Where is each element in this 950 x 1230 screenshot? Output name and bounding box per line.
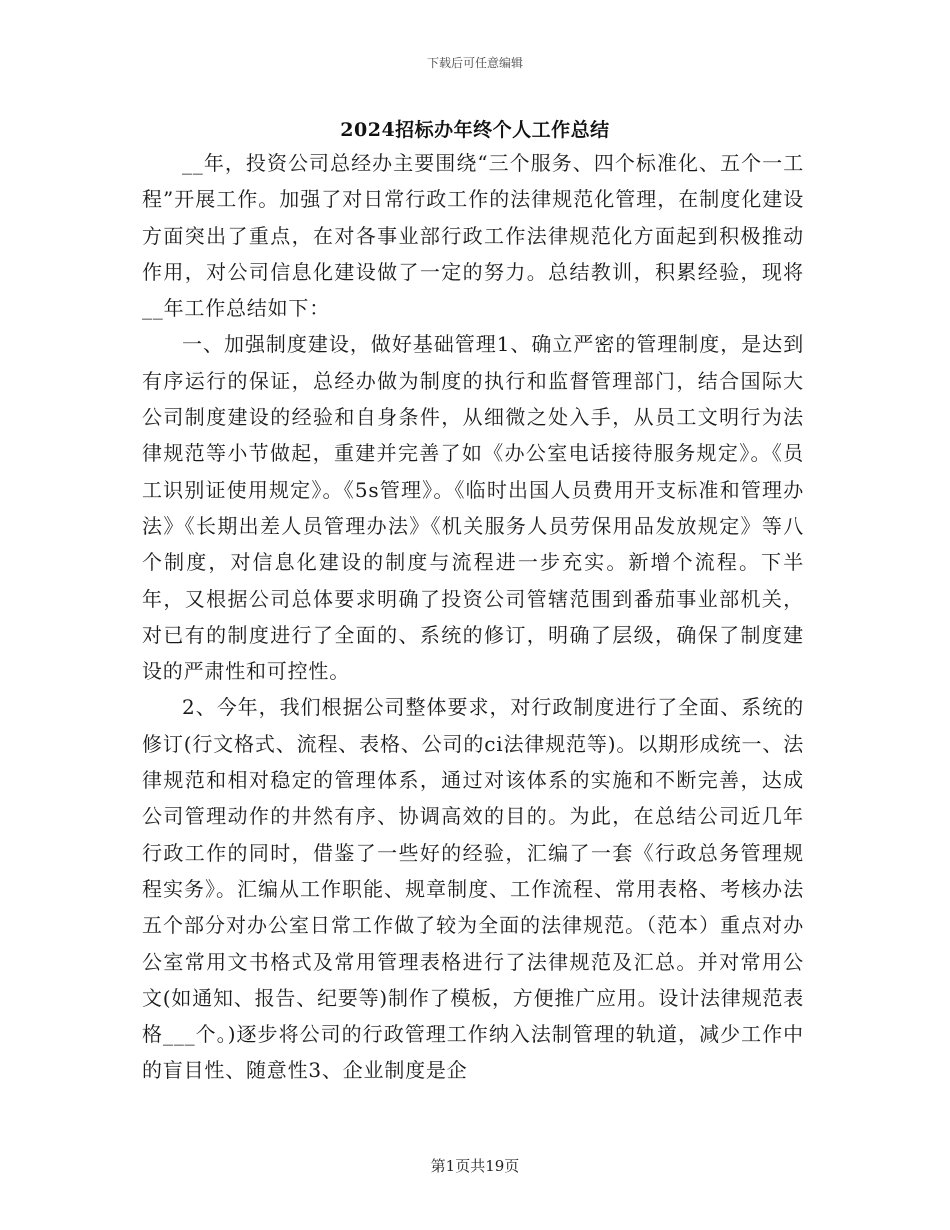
document-body <box>142 145 804 1089</box>
page-number: 第1页共19页 <box>430 1157 520 1175</box>
paragraph-section-1: 一、加强制度建设，做好基础管理1、确立严密的管理制度，是达到有序运行的保证，总经办做为制度的执行和监督管理部门，结合国际大公司制度建设的经验和自身条件，从细微之处入手，从员工文明行为法律规范等小节做起，重建并完善了如《办公室电话接待服务规定》。《员工识别证使用规定》。《5s管理》。《临时出国人员费用开支标准和管理办法》《长期出差人员管理办法》《机关服务人员劳保用品发放规定》等八个制度，对信息化建设的制度与流程进一步充实。新增个流程。下半年，又根据公司总体要求明确了投资公司管辖范围到番茄事业部机关，对已有的制度进行了全面的、系统的修订，明确了层级，确保了制度建设的严肃性和可控性。 <box>142 332 804 684</box>
document-title: 2024招标办年终个人工作总结 <box>340 119 610 141</box>
paragraph-intro: __年，投资公司总经办主要围绕“三个服务、四个标准化、五个一工程”开展工作。加强了对日常行政工作的法律规范化管理，在制度化建设方面突出了重点，在对各事业部行政工作法律规范化方面起到积极推动作用，对公司信息化建设做了一定的努力。总结教训，积累经验，现将__年工作总结如下： <box>142 151 804 321</box>
paragraph-section-2: 2、今年，我们根据公司整体要求，对行政制度进行了全面、系统的修订(行文格式、流程、表格、公司的ci法律规范等)。以期形成统一、法律规范和相对稳定的管理体系，通过对该体系的实施和不断完善，达成公司管理动作的井然有序、协调高效的目的。为此，在总结公司近几年行政工作的同时，借鉴了一些好的经验，汇编了一套《行政总务管理规程实务》。汇编从工作职能、规章制度、工作流程、常用表格、考核办法五个部分对办公室日常工作做了较为全面的法律规范。（范本）重点对办公室常用文书格式及常用管理表格进行了法律规范及汇总。并对常用公文(如通知、报告、纪要等)制作了模板，方便推广应用。设计法律规范表格___个。)逐步将公司的行政管理工作纳入法制管理的轨道，减少工作中的盲目性、随意性3、企业制度是企 <box>142 695 805 1083</box>
header-note: 下载后可任意编辑 <box>426 56 523 70</box>
